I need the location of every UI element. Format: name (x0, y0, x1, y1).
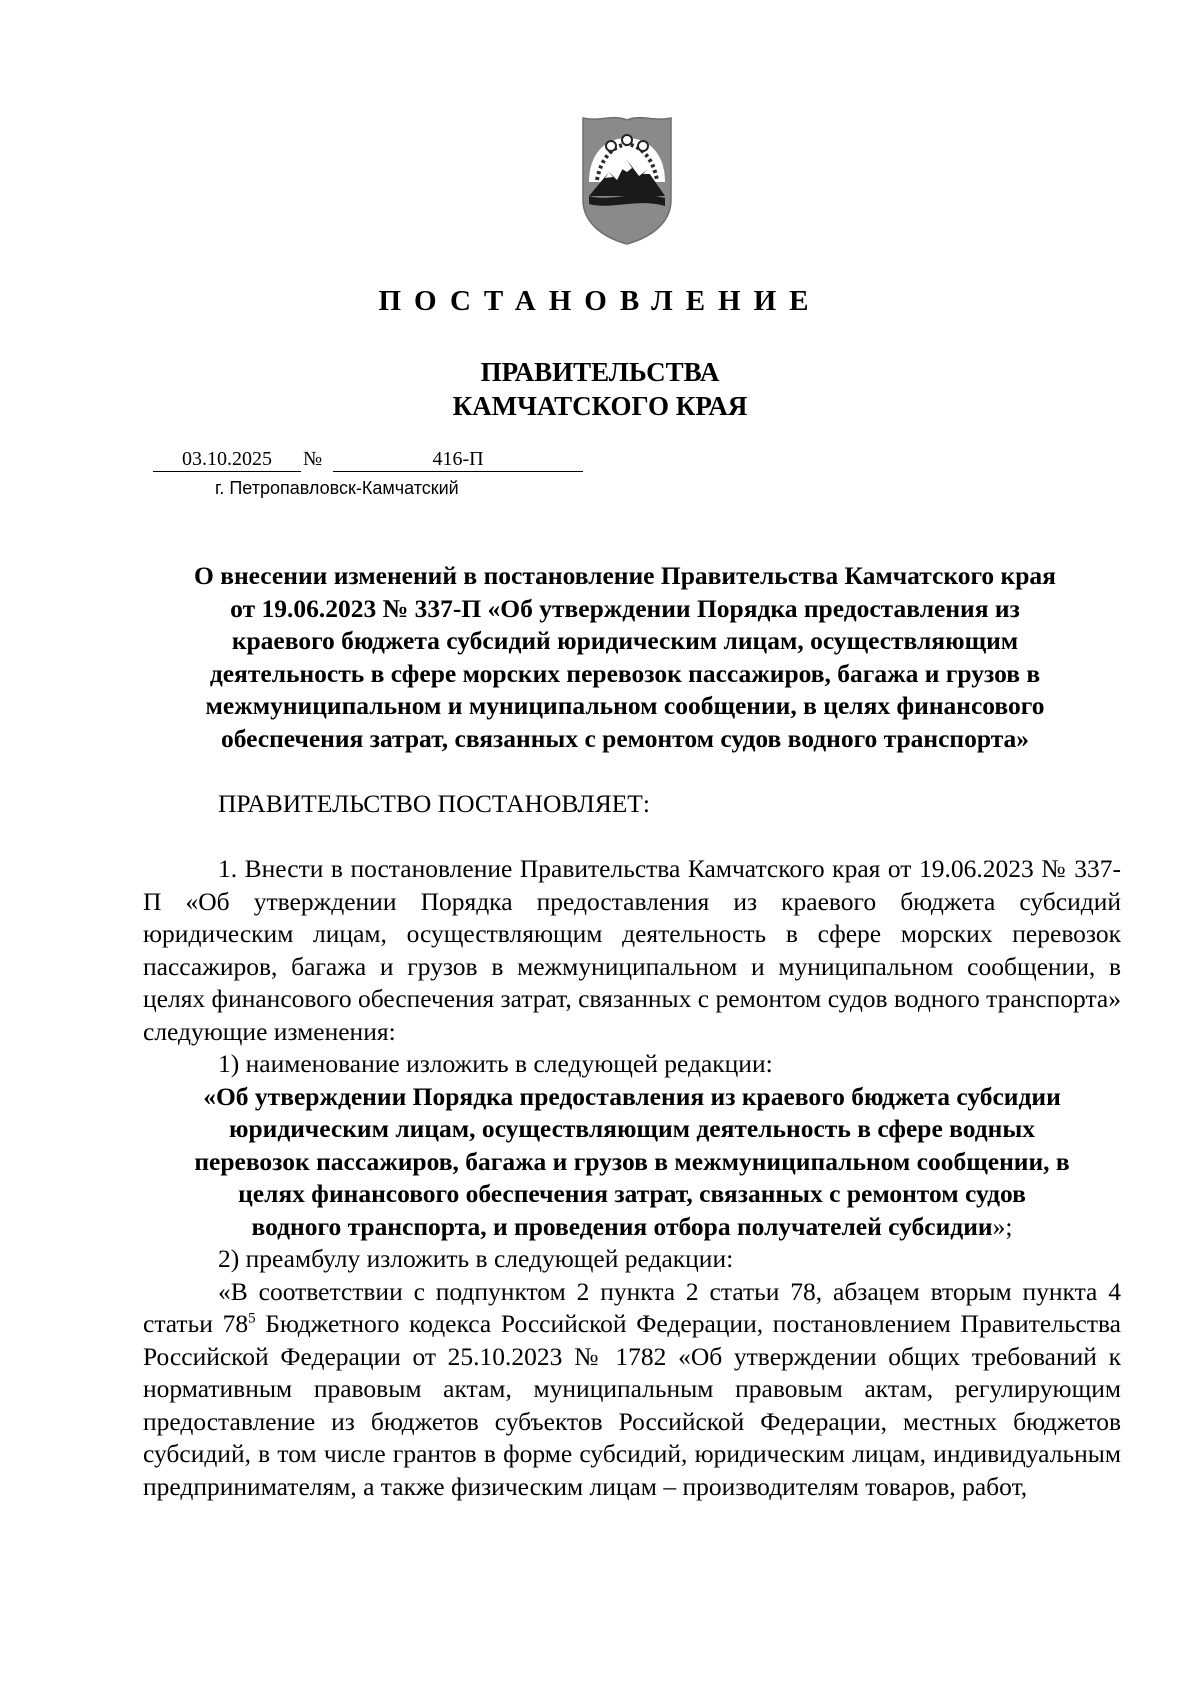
superscript-5: 5 (248, 1310, 256, 1327)
decree-phrase: ПРАВИТЕЛЬСТВО ПОСТАНОВЛЯЕТ: (218, 789, 650, 818)
paragraph-1: 1. Внести в постановление Правительства Камчатского края от 19.06.2023 № 337-П «Об утверждении Порядка предоставления из краевого бюджета субсидий юридическим лицам, осуществляющим деятельность в сфере морских перевозок пассажиров, багажа и грузов в межмуниципальном и муниципальном сообщении, в целях финансового обеспечения затрат, связанных с ремонтом судов водного транспорта» следующие изменения: (143, 854, 1121, 1046)
document-body (143, 853, 1121, 1503)
title-line: деятельность в сфере морских перевозок пассажиров, багажа и грузов в (209, 658, 1041, 688)
new-name-quote (143, 1081, 1121, 1244)
title-line: от 19.06.2023 № 337-П «Об утверждении Порядка предоставления из (230, 593, 1020, 623)
paragraph-2: 1) наименование изложить в следующей редакции: (218, 1049, 773, 1078)
issuer-heading (0, 355, 1200, 423)
issuer-line-2: КАМЧАТСКОГО КРАЯ (452, 391, 748, 421)
issuer-line-1: ПРАВИТЕЛЬСТВА (480, 357, 720, 387)
title-line: краевого бюджета субсидий юридическим лицам, осуществляющим (231, 626, 1019, 655)
kamchatka-coat-of-arms-icon (575, 112, 679, 246)
city-name: г. Петропавловск-Камчатский (215, 478, 459, 498)
paragraph-4 (143, 1276, 1121, 1504)
quote-line: юридическим лицам, осуществляющим деятельность в сфере водных (228, 1114, 1036, 1143)
paragraph-3: 2) преамбулу изложить в следующей редакции: (218, 1244, 734, 1273)
number-sign: № (303, 448, 323, 470)
preamble-text-start: «В соответствии с подпунктом 2 пункта 2 статьи 78, абзацем вторым пункта 4 статьи 78 (143, 1276, 1121, 1338)
quote-line: целях финансового обеспечения затрат, связанных с ремонтом судов (238, 1179, 1026, 1208)
quote-line: перевозок пассажиров, багажа и грузов в межмуниципальном сообщении, в (194, 1146, 1070, 1176)
preamble-text-rest: Бюджетного кодекса Российской Федерации, постановлением Правительства Российской Федерации от 25.10.2023 № 1782 «Об утверждении общих требований к нормативным правовым актам, муниципальным правовым актам, регулирующим предоставление из бюджетов субъектов Российской Федерации, местных бюджетов субсидий, в том числе грантов в форме субсидий, юридическим лицам, индивидуальным предпринимателям, а также физическим лицам – производителям товаров, работ, (143, 1309, 1121, 1501)
document-type-heading: ПОСТАНОВЛЕНИЕ (378, 285, 822, 317)
quote-end: »; (992, 1211, 1013, 1241)
quote-line-last (143, 1211, 1121, 1244)
quote-line: водного транспорта, и проведения отбора получателей субсидии (251, 1211, 993, 1241)
title-line: О внесении изменений в постановление Правительства Камчатского края (194, 561, 1056, 590)
document-date: 03.10.2025 (153, 447, 301, 472)
title-line: межмуниципальном и муниципальном сообщении, в целях финансового (205, 691, 1045, 720)
document-number: 416-П (333, 447, 583, 472)
title-line: обеспечения затрат, связанных с ремонтом судов водного транспорта» (220, 723, 1030, 753)
document-title (130, 560, 1120, 755)
date-number-line (153, 447, 583, 473)
quote-line: «Об утверждении Порядка предоставления из краевого бюджета субсидии (203, 1081, 1061, 1111)
